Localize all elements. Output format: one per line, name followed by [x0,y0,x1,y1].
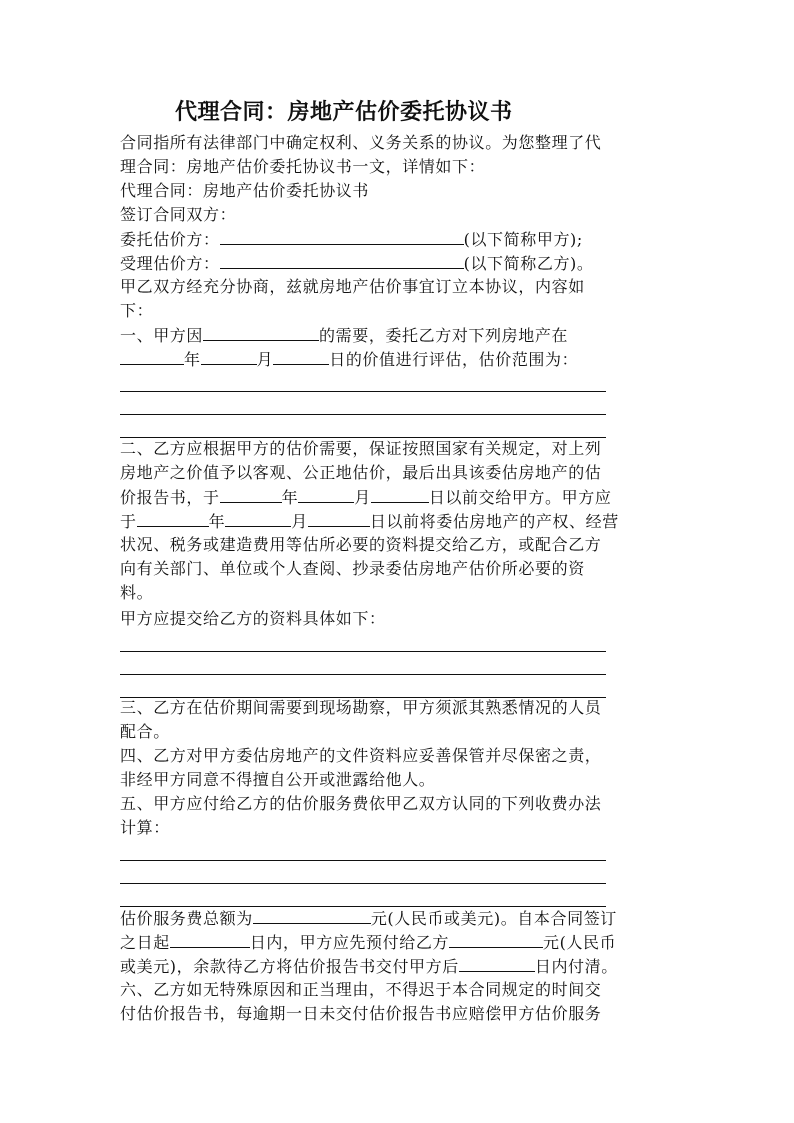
clause-2-line-2: 房地产之价值予以客观、公正地估价，最后出具该委估房地产的估 [120,463,602,482]
month-blank [201,347,257,365]
clause-1-line-1 [120,323,568,348]
clause-5-text: 日内付清。 [534,957,618,976]
year-blank [220,485,282,503]
month-blank [225,509,291,527]
month-label: 月 [291,512,308,531]
clause-2-line-8: 甲方应提交给乙方的资料具体如下： [120,609,386,628]
clause-1-text-a: 一、甲方因 [120,326,204,345]
clause-6-line-1: 六、乙方如无特殊原因和正当理由，不得迟于本合同规定的时间交 [120,980,602,999]
intro-line-1: 合同指所有法律部门中确定权利、义务关系的协议。为您整理了代 [120,133,602,152]
client-line [120,227,583,252]
agreement-line-1: 甲乙双方经充分协商，兹就房地产估价事宜订立本协议，内容如 [120,277,585,296]
fee-total-blank [253,906,371,924]
year-blank [137,509,209,527]
clause-2-text: 于 [120,512,137,531]
clause-1-text-b: 的需要，委托乙方对下列房地产在 [319,326,569,345]
clause-4-line-1: 四、乙方对甲方委估房地产的文件资料应妥善保管并尽保密之责， [120,746,602,765]
blank-rule [120,414,606,415]
clause-3-line-2: 配合。 [120,722,170,741]
clause-5-text: 之日起 [120,933,170,952]
blank-rule [120,651,606,652]
blank-rule [120,391,606,392]
year-label: 年 [184,350,201,369]
clause-2-text: 日以前将委估房地产的产权、经营 [369,512,619,531]
clause-1-text-d: 日的价值进行评估，估价范围为： [329,350,579,369]
days-blank [170,930,250,948]
prepay-blank [449,930,543,948]
clause-2-line-7: 料。 [120,583,154,602]
clause-5-text: 元(人民币 [543,933,617,952]
clause-5-line-1: 五、甲方应付给乙方的估价服务费依甲乙双方认同的下列收费办法 [120,794,602,813]
intro-line-2: 理合同：房地产估价委托协议书一文，详情如下： [120,157,486,176]
month-blank [298,485,354,503]
clause-4-line-2: 非经甲方同意不得擅自公开或泄露给他人。 [120,770,436,789]
clause-5-line-5 [120,954,618,979]
client-label: 委托估价方： [120,230,220,249]
clause-3-line-1: 三、乙方在估价期间需要到现场勘察，甲方须派其熟悉情况的人员 [120,698,602,717]
clause-2-line-3 [120,485,611,510]
day-blank [273,347,329,365]
clause-2-text: 价报告书，于 [120,488,220,507]
clause-5-line-4 [120,930,616,955]
day-blank [308,509,370,527]
year-label: 年 [208,512,226,531]
document-title: 代理合同：房地产估价委托协议书 [175,99,513,125]
day-blank [371,485,429,503]
clause-2-text: 日以前交给甲方。甲方应 [428,488,612,507]
client-blank [220,227,464,245]
clause-5-text: 估价服务费总额为 [120,909,253,928]
balance-days-blank [459,954,535,972]
clause-5-text: 元(人民币或美元)。自本合同签订 [370,909,617,928]
appraiser-line [120,251,594,276]
month-label: 月 [354,488,371,507]
blank-rule [120,883,606,884]
year-label: 年 [281,488,299,507]
clause-2-line-4 [120,509,619,534]
clause-2-line-5: 状况、税务或建造费用等估所必要的资料提交给乙方，或配合乙方 [120,535,602,554]
clause-1-line-2 [120,347,578,372]
appraiser-blank [220,251,464,269]
appraiser-label: 受理估价方： [120,254,220,273]
intro-line-3: 代理合同：房地产估价委托协议书 [120,181,370,200]
blank-rule [120,860,606,861]
clause-5-text: 日内，甲方应先预付给乙方 [249,933,450,952]
purpose-blank [203,323,319,341]
year-blank [120,347,184,365]
month-label: 月 [256,350,274,369]
blank-rule [120,674,606,675]
intro-line-4: 签订合同双方： [120,205,237,224]
agreement-line-2: 下： [120,301,154,320]
clause-6-line-2: 付估价报告书，每逾期一日未交付估价报告书应赔偿甲方估价服务 [120,1004,602,1023]
clause-2-line-6: 向有关部门、单位或个人查阅、抄录委估房地产估价所必要的资 [120,559,585,578]
clause-2-line-1: 二、乙方应根据甲方的估价需要，保证按照国家有关规定，对上列 [120,439,602,458]
clause-5-line-2: 计算： [120,818,170,837]
clause-5-text: 或美元)，余款待乙方将估价报告书交付甲方后 [120,957,459,976]
clause-5-line-3 [120,906,617,931]
client-suffix: (以下简称甲方); [463,230,583,249]
appraiser-suffix: (以下简称乙方)。 [463,254,594,273]
